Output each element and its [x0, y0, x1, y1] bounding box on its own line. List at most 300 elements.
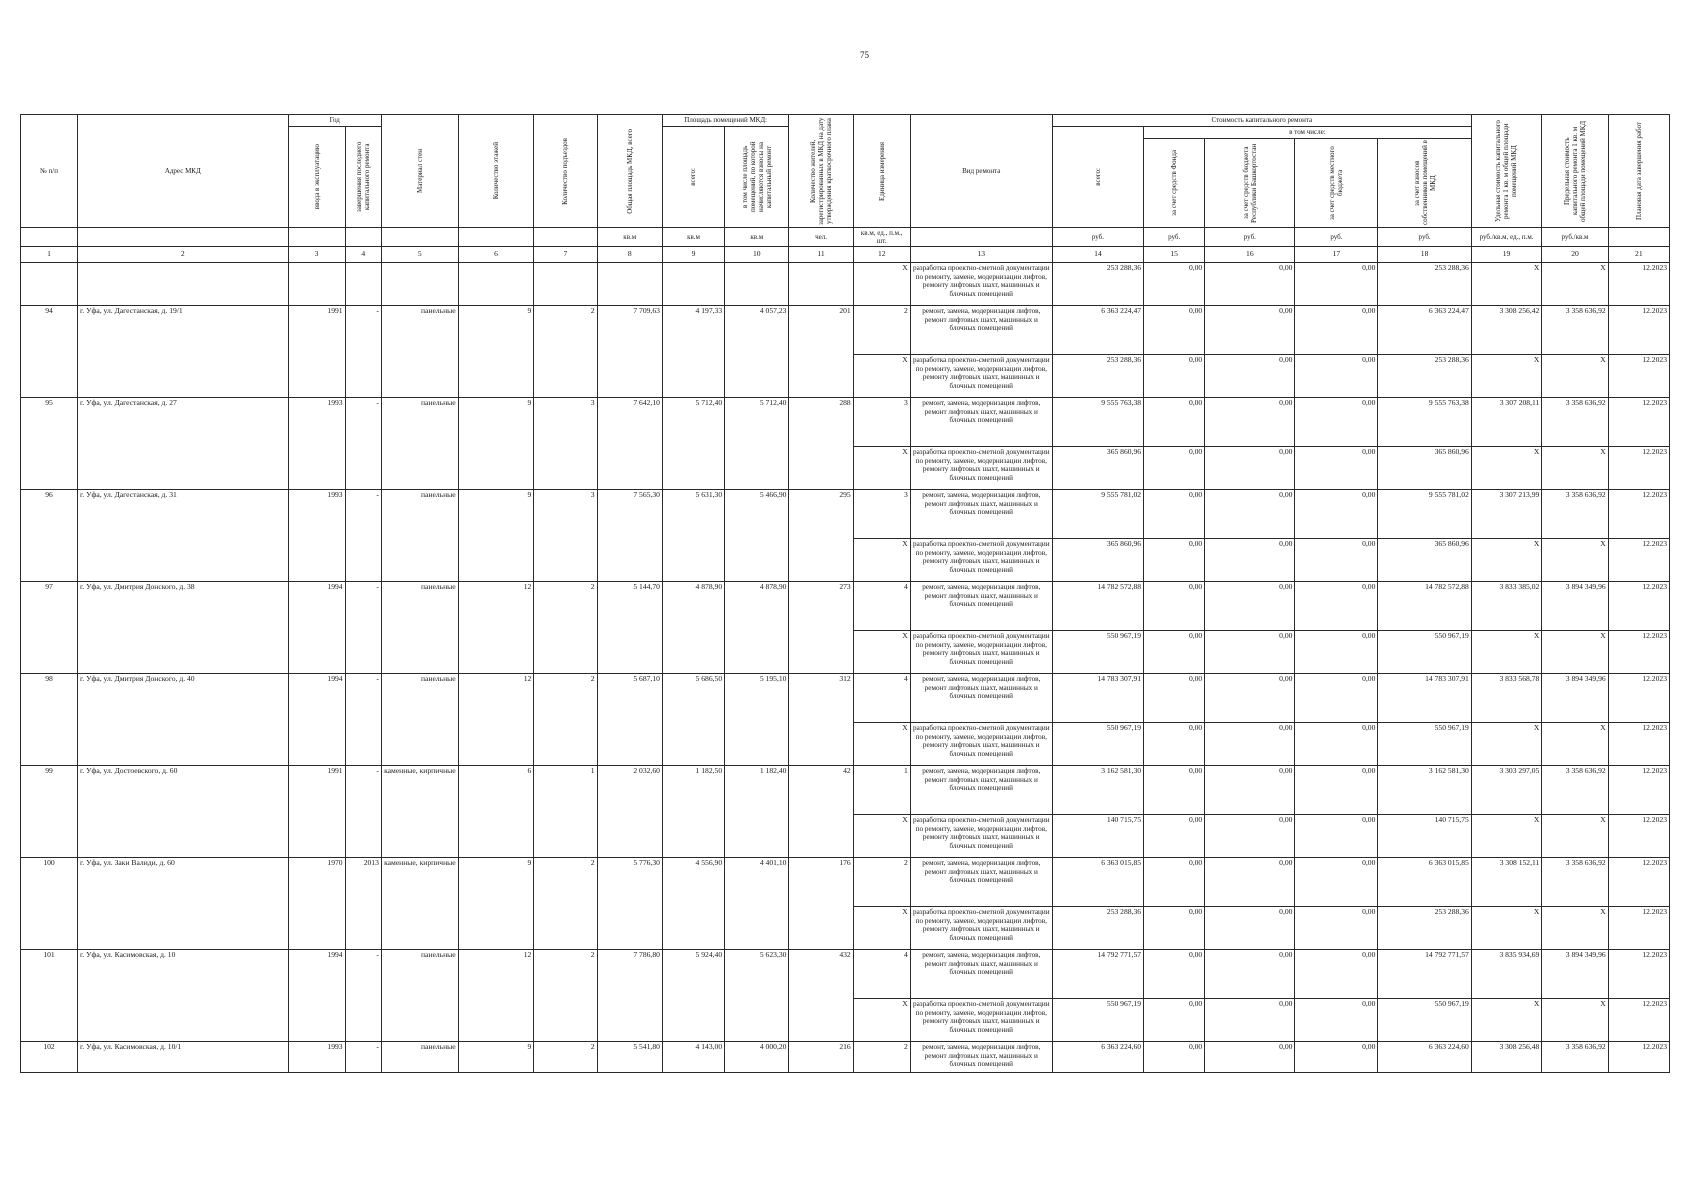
- unit-unit: кв.м, ед., п.м., шт.: [853, 228, 910, 247]
- hdr-cost-fund: за счет средств Фонда: [1144, 139, 1205, 228]
- cell-work-type: разработка проектно-сметной документации по ремонту, замене, модернизации лифтов, ремонту лифтовых шахт, машинных и блочных помещений: [910, 631, 1052, 674]
- cell-address: г. Уфа, ул. Дмитрия Донского, д. 38: [78, 582, 289, 674]
- cell-planned-date: 12.2023: [1608, 999, 1669, 1042]
- cell-unit: X: [853, 263, 910, 306]
- cell-max-cost: 3 894 349,96: [1542, 950, 1608, 999]
- cell-max-cost: 3 894 349,96: [1542, 674, 1608, 723]
- cell-cost-local: 0,00: [1295, 858, 1378, 907]
- cell-cost-owners: 14 792 771,57: [1378, 950, 1471, 999]
- cell-work-type: разработка проектно-сметной документации по ремонту, замене, модернизации лифтов, ремонту лифтовых шахт, машинных и блочных помещений: [910, 355, 1052, 398]
- cell-cost-republic: 0,00: [1205, 907, 1295, 950]
- cell-total-area: 7 565,30: [597, 490, 662, 582]
- cell-unit-cost: X: [1471, 907, 1542, 950]
- cell-cost-republic: 0,00: [1205, 582, 1295, 631]
- cell-cost-republic: 0,00: [1205, 858, 1295, 907]
- cell-entrances: 2: [534, 582, 597, 674]
- cell-cost-fund: 0,00: [1144, 631, 1205, 674]
- table-row: [21, 1042, 1670, 1073]
- cell-cost-fund: 0,00: [1144, 355, 1205, 398]
- cell-floors: 9: [458, 858, 534, 950]
- cell-wall-material: панельные: [381, 582, 458, 674]
- cell-cost-fund: 0,00: [1144, 1042, 1205, 1073]
- cell-cost-fund: 0,00: [1144, 582, 1205, 631]
- capital-repair-table: [20, 114, 1670, 1073]
- column-number: 11: [789, 247, 853, 263]
- cell-cost-republic: 0,00: [1205, 631, 1295, 674]
- cell-work-type: ремонт, замена, модернизация лифтов, ремонт лифтовых шахт, машинных и блочных помещений: [910, 582, 1052, 631]
- cell-cost-fund: 0,00: [1144, 539, 1205, 582]
- cell-unit-cost: 3 307 208,11: [1471, 398, 1542, 447]
- cell-area-all: 1 182,50: [662, 766, 724, 858]
- cell-area-all: 5 712,40: [662, 398, 724, 490]
- cell-max-cost: 3 358 636,92: [1542, 858, 1608, 907]
- hdr-planned-date: Плановая дата завершения работ: [1608, 115, 1669, 228]
- cell-cost-total: 9 555 781,02: [1052, 490, 1143, 539]
- cell-year-last-repair: -: [345, 398, 381, 490]
- cell-floors: 9: [458, 1042, 534, 1073]
- cell-max-cost: X: [1542, 815, 1608, 858]
- hdr-year-last-repair: завершения последнего капитального ремонта: [345, 127, 381, 228]
- hdr-residents: Количество жителей, зарегистрированных в МКД на дату утверждения краткосрочного плана: [789, 115, 853, 228]
- cell-address: г. Уфа, ул. Достоевского, д. 60: [78, 766, 289, 858]
- cell-cost-total: 365 860,96: [1052, 447, 1143, 490]
- cell-work-type: разработка проектно-сметной документации по ремонту, замене, модернизации лифтов, ремонту лифтовых шахт, машинных и блочных помещений: [910, 723, 1052, 766]
- unit-cost-total: руб.: [1052, 228, 1143, 247]
- cell-cost-owners: 253 288,36: [1378, 355, 1471, 398]
- cell-unit: 4: [853, 950, 910, 999]
- hdr-floors: Количество этажей: [458, 115, 534, 228]
- cell-max-cost: 3 358 636,92: [1542, 490, 1608, 539]
- cell-total-area: 7 709,63: [597, 306, 662, 398]
- hdr-area-all: всего:: [662, 127, 724, 228]
- cell-planned-date: 12.2023: [1608, 355, 1669, 398]
- hdr-cost-total: всего:: [1052, 127, 1143, 228]
- column-number: 17: [1295, 247, 1378, 263]
- cell-cost-total: 550 967,19: [1052, 999, 1143, 1042]
- table-row: [21, 766, 1670, 815]
- cell-total-area: 5 144,70: [597, 582, 662, 674]
- hdr-year: Год: [288, 115, 381, 127]
- cell-area-owned: 5 712,40: [725, 398, 789, 490]
- cell-unit: 2: [853, 1042, 910, 1073]
- table-row: [21, 398, 1670, 447]
- cell-unit-cost: X: [1471, 631, 1542, 674]
- cell-planned-date: 12.2023: [1608, 263, 1669, 306]
- cell-floors: 12: [458, 582, 534, 674]
- cell-address: г. Уфа, ул. Дагестанская, д. 27: [78, 398, 289, 490]
- cell-wall-material: каменные, кирпичные: [381, 766, 458, 858]
- cell-floors: 9: [458, 490, 534, 582]
- hdr-wall-material: Материал стен: [381, 115, 458, 228]
- column-number: 19: [1471, 247, 1542, 263]
- cell-year-commission: 1970: [288, 858, 345, 950]
- cell-cost-owners: 3 162 581,30: [1378, 766, 1471, 815]
- hdr-work-type: Вид ремонта: [910, 115, 1052, 228]
- cell-cost-total: 253 288,36: [1052, 355, 1143, 398]
- cell-planned-date: 12.2023: [1608, 723, 1669, 766]
- cell-max-cost: 3 894 349,96: [1542, 582, 1608, 631]
- cell-max-cost: X: [1542, 631, 1608, 674]
- cell-total-area: 2 032,60: [597, 766, 662, 858]
- cell-unit-cost: X: [1471, 723, 1542, 766]
- cell-cost-owners: 550 967,19: [1378, 723, 1471, 766]
- cell-work-type: ремонт, замена, модернизация лифтов, ремонт лифтовых шахт, машинных и блочных помещений: [910, 858, 1052, 907]
- cell-entrances: 2: [534, 674, 597, 766]
- cell-cost-total: 14 792 771,57: [1052, 950, 1143, 999]
- hdr-year-commission: ввода в эксплуатацию: [288, 127, 345, 228]
- cell-work-type: разработка проектно-сметной документации по ремонту, замене, модернизации лифтов, ремонту лифтовых шахт, машинных и блочных помещений: [910, 907, 1052, 950]
- cell-wall-material: панельные: [381, 398, 458, 490]
- cell-cost-local: 0,00: [1295, 766, 1378, 815]
- cell-cost-republic: 0,00: [1205, 674, 1295, 723]
- cell-planned-date: 12.2023: [1608, 950, 1669, 999]
- cell-unit: X: [853, 999, 910, 1042]
- cell-area-all: 5 686,50: [662, 674, 724, 766]
- cell-cost-total: 253 288,36: [1052, 263, 1143, 306]
- cell-unit-cost: 3 308 152,11: [1471, 858, 1542, 907]
- cell-cost-total: 365 860,96: [1052, 539, 1143, 582]
- cell-cost-republic: 0,00: [1205, 766, 1295, 815]
- table-header: [21, 115, 1670, 263]
- cell-entrances: 2: [534, 858, 597, 950]
- cell-year-last-repair: -: [345, 306, 381, 398]
- hdr-max-cost: Предельная стоимость капитального ремонта 1 кв. м общей площади помещений МКД: [1542, 115, 1608, 228]
- cell-unit: 4: [853, 674, 910, 723]
- hdr-premises-area: Площадь помещений МКД:: [662, 115, 789, 127]
- cell-entrances: 1: [534, 766, 597, 858]
- cell-unit: X: [853, 447, 910, 490]
- column-number: 12: [853, 247, 910, 263]
- cell-residents: 216: [789, 1042, 853, 1073]
- cell-entrances: 2: [534, 1042, 597, 1073]
- column-number: 16: [1205, 247, 1295, 263]
- cell-address: г. Уфа, ул. Дмитрия Донского, д. 40: [78, 674, 289, 766]
- cell-cost-republic: 0,00: [1205, 999, 1295, 1042]
- cell-cost-fund: 0,00: [1144, 490, 1205, 539]
- cell-cost-local: 0,00: [1295, 1042, 1378, 1073]
- column-number: 18: [1378, 247, 1471, 263]
- cell-unit-cost: X: [1471, 999, 1542, 1042]
- cell-num: 100: [21, 858, 78, 950]
- cell-cost-republic: 0,00: [1205, 723, 1295, 766]
- cell-unit: X: [853, 631, 910, 674]
- hdr-total-area: Общая площадь МКД, всего: [597, 115, 662, 228]
- unit-area-owned: кв.м: [725, 228, 789, 247]
- cell-cost-total: 6 363 224,60: [1052, 1042, 1143, 1073]
- cell-cost-fund: 0,00: [1144, 858, 1205, 907]
- cell-max-cost: X: [1542, 999, 1608, 1042]
- cell-floors: 9: [458, 306, 534, 398]
- cell-cost-republic: 0,00: [1205, 355, 1295, 398]
- unit-cost-republic: руб.: [1205, 228, 1295, 247]
- cell-area-owned: 5 195,10: [725, 674, 789, 766]
- column-number: 5: [381, 247, 458, 263]
- unit-unit-cost: руб./кв.м, ед., п.м.: [1471, 228, 1542, 247]
- hdr-area-owned: в том числе площадь помещений, по которой начисляются взносы на капитальный ремонт: [725, 127, 789, 228]
- unit-total-area: кв.м: [597, 228, 662, 247]
- cell-year-last-repair: -: [345, 766, 381, 858]
- cell-work-type: ремонт, замена, модернизация лифтов, ремонт лифтовых шахт, машинных и блочных помещений: [910, 490, 1052, 539]
- cell-residents: 432: [789, 950, 853, 1042]
- cell-max-cost: 3 358 636,92: [1542, 398, 1608, 447]
- cell-area-all: 4 143,00: [662, 1042, 724, 1073]
- cell-cost-republic: 0,00: [1205, 306, 1295, 355]
- cell-num: 102: [21, 1042, 78, 1073]
- unit-residents: чел.: [789, 228, 853, 247]
- cell-cost-local: 0,00: [1295, 723, 1378, 766]
- units-row: [21, 228, 1670, 247]
- cell-wall-material: каменные, кирпичные: [381, 858, 458, 950]
- hdr-address: Адрес МКД: [78, 115, 289, 228]
- cell-max-cost: 3 358 636,92: [1542, 1042, 1608, 1073]
- cell-cost-owners: 365 860,96: [1378, 447, 1471, 490]
- cell-cost-owners: 253 288,36: [1378, 263, 1471, 306]
- cell-area-owned: 5 466,90: [725, 490, 789, 582]
- hdr-unit: Единица измерения: [853, 115, 910, 228]
- cell-unit: X: [853, 539, 910, 582]
- cell-area-owned: 4 000,20: [725, 1042, 789, 1073]
- cell-residents: 273: [789, 582, 853, 674]
- table-body: [21, 263, 1670, 1073]
- cell-year-commission: 1991: [288, 306, 345, 398]
- cell-unit: X: [853, 815, 910, 858]
- hdr-cost: Стоимость капитального ремонта: [1052, 115, 1471, 127]
- column-number: 2: [78, 247, 289, 263]
- cell-area-owned: 4 878,90: [725, 582, 789, 674]
- cell-work-type: разработка проектно-сметной документации по ремонту, замене, модернизации лифтов, ремонту лифтовых шахт, машинных и блочных помещений: [910, 263, 1052, 306]
- column-number: 21: [1608, 247, 1669, 263]
- cell-cost-total: 14 782 572,88: [1052, 582, 1143, 631]
- cell-cost-republic: 0,00: [1205, 815, 1295, 858]
- table-row: [21, 674, 1670, 723]
- cell-cost-total: 3 162 581,30: [1052, 766, 1143, 815]
- cell-area-owned: 5 623,30: [725, 950, 789, 1042]
- hdr-num: № п/п: [21, 115, 78, 228]
- table-row: [21, 490, 1670, 539]
- cell-cost-owners: 253 288,36: [1378, 907, 1471, 950]
- cell-address: г. Уфа, ул. Касимовская, д. 10: [78, 950, 289, 1042]
- hdr-cost-incl: в том числе:: [1144, 127, 1472, 139]
- cell-cost-owners: 550 967,19: [1378, 999, 1471, 1042]
- cell-unit-cost: 3 308 256,48: [1471, 1042, 1542, 1073]
- cell-cost-local: 0,00: [1295, 950, 1378, 999]
- cell-unit: 2: [853, 306, 910, 355]
- cell-unit-cost: X: [1471, 539, 1542, 582]
- unit-cost-local: руб.: [1295, 228, 1378, 247]
- cell-planned-date: 12.2023: [1608, 1042, 1669, 1073]
- cell-work-type: ремонт, замена, модернизация лифтов, ремонт лифтовых шахт, машинных и блочных помещений: [910, 950, 1052, 999]
- cell-entrances: 2: [534, 306, 597, 398]
- cell-cost-local: 0,00: [1295, 907, 1378, 950]
- cell-residents: 312: [789, 674, 853, 766]
- carry-over-row: [21, 263, 1670, 306]
- cell-unit: X: [853, 907, 910, 950]
- cell-address: г. Уфа, ул. Дагестанская, д. 31: [78, 490, 289, 582]
- column-numbers-row: [21, 247, 1670, 263]
- cell-cost-republic: 0,00: [1205, 447, 1295, 490]
- cell-wall-material: панельные: [381, 950, 458, 1042]
- cell-planned-date: 12.2023: [1608, 815, 1669, 858]
- cell-cost-local: 0,00: [1295, 999, 1378, 1042]
- cell-cost-owners: 6 363 224,60: [1378, 1042, 1471, 1073]
- cell-cost-owners: 550 967,19: [1378, 631, 1471, 674]
- cell-cost-fund: 0,00: [1144, 263, 1205, 306]
- cell-cost-republic: 0,00: [1205, 1042, 1295, 1073]
- cell-cost-owners: 6 363 224,47: [1378, 306, 1471, 355]
- cell-unit-cost: X: [1471, 447, 1542, 490]
- cell-cost-local: 0,00: [1295, 539, 1378, 582]
- unit-cost-fund: руб.: [1144, 228, 1205, 247]
- cell-cost-local: 0,00: [1295, 355, 1378, 398]
- cell-total-area: 5 541,80: [597, 1042, 662, 1073]
- cell-year-commission: 1994: [288, 674, 345, 766]
- cell-cost-total: 6 363 015,85: [1052, 858, 1143, 907]
- cell-planned-date: 12.2023: [1608, 398, 1669, 447]
- cell-work-type: ремонт, замена, модернизация лифтов, ремонт лифтовых шахт, машинных и блочных помещений: [910, 674, 1052, 723]
- cell-total-area: 5 687,10: [597, 674, 662, 766]
- cell-unit-cost: 3 303 297,05: [1471, 766, 1542, 815]
- cell-cost-local: 0,00: [1295, 306, 1378, 355]
- cell-residents: 176: [789, 858, 853, 950]
- cell-area-all: 5 631,30: [662, 490, 724, 582]
- hdr-cost-local: за счет средств местного бюджета: [1295, 139, 1378, 228]
- cell-cost-local: 0,00: [1295, 674, 1378, 723]
- cell-cost-total: 14 783 307,91: [1052, 674, 1143, 723]
- cell-cost-republic: 0,00: [1205, 539, 1295, 582]
- cell-wall-material: панельные: [381, 490, 458, 582]
- cell-entrances: 3: [534, 490, 597, 582]
- cell-area-all: 4 556,90: [662, 858, 724, 950]
- column-number: 15: [1144, 247, 1205, 263]
- cell-max-cost: X: [1542, 447, 1608, 490]
- column-number: 20: [1542, 247, 1608, 263]
- cell-cost-total: 140 715,75: [1052, 815, 1143, 858]
- cell-max-cost: X: [1542, 355, 1608, 398]
- cell-residents: 201: [789, 306, 853, 398]
- cell-cost-local: 0,00: [1295, 447, 1378, 490]
- hdr-cost-owners: за счет взносов собственников помещений в МКД: [1378, 139, 1471, 228]
- cell-unit: 1: [853, 766, 910, 815]
- cell-year-last-repair: -: [345, 582, 381, 674]
- cell-num: 98: [21, 674, 78, 766]
- hdr-entrances: Количество подъездов: [534, 115, 597, 228]
- cell-cost-owners: 9 555 781,02: [1378, 490, 1471, 539]
- table-row: [21, 582, 1670, 631]
- cell-unit-cost: X: [1471, 263, 1542, 306]
- cell-residents: 295: [789, 490, 853, 582]
- cell-num: 96: [21, 490, 78, 582]
- cell-cost-fund: 0,00: [1144, 447, 1205, 490]
- cell-planned-date: 12.2023: [1608, 674, 1669, 723]
- cell-entrances: 3: [534, 398, 597, 490]
- cell-work-type: разработка проектно-сметной документации по ремонту, замене, модернизации лифтов, ремонту лифтовых шахт, машинных и блочных помещений: [910, 447, 1052, 490]
- column-number: 4: [345, 247, 381, 263]
- cell-max-cost: X: [1542, 907, 1608, 950]
- column-number: 13: [910, 247, 1052, 263]
- cell-year-commission: 1993: [288, 490, 345, 582]
- cell-year-commission: 1994: [288, 582, 345, 674]
- cell-work-type: ремонт, замена, модернизация лифтов, ремонт лифтовых шахт, машинных и блочных помещений: [910, 306, 1052, 355]
- cell-max-cost: X: [1542, 723, 1608, 766]
- cell-total-area: 7 786,80: [597, 950, 662, 1042]
- cell-cost-fund: 0,00: [1144, 306, 1205, 355]
- cell-cost-local: 0,00: [1295, 398, 1378, 447]
- column-number: 14: [1052, 247, 1143, 263]
- cell-total-area: 7 642,10: [597, 398, 662, 490]
- cell-year-last-repair: -: [345, 490, 381, 582]
- cell-year-commission: 1993: [288, 398, 345, 490]
- unit-max-cost: руб./кв.м: [1542, 228, 1608, 247]
- cell-planned-date: 12.2023: [1608, 490, 1669, 539]
- cell-cost-local: 0,00: [1295, 815, 1378, 858]
- cell-area-all: 4 197,33: [662, 306, 724, 398]
- cell-unit-cost: 3 835 934,69: [1471, 950, 1542, 999]
- cell-cost-owners: 140 715,75: [1378, 815, 1471, 858]
- cell-max-cost: 3 358 636,92: [1542, 306, 1608, 355]
- cell-wall-material: панельные: [381, 306, 458, 398]
- column-number: 7: [534, 247, 597, 263]
- cell-entrances: 2: [534, 950, 597, 1042]
- cell-cost-total: 6 363 224,47: [1052, 306, 1143, 355]
- cell-year-commission: 1991: [288, 766, 345, 858]
- cell-cost-total: 9 555 763,38: [1052, 398, 1143, 447]
- cell-cost-local: 0,00: [1295, 490, 1378, 539]
- cell-floors: 12: [458, 950, 534, 1042]
- cell-work-type: ремонт, замена, модернизация лифтов, ремонт лифтовых шахт, машинных и блочных помещений: [910, 766, 1052, 815]
- cell-max-cost: X: [1542, 263, 1608, 306]
- cell-num: 99: [21, 766, 78, 858]
- cell-address: г. Уфа, ул. Заки Валиди, д. 60: [78, 858, 289, 950]
- cell-year-last-repair: -: [345, 950, 381, 1042]
- table-row: [21, 858, 1670, 907]
- cell-cost-republic: 0,00: [1205, 490, 1295, 539]
- cell-cost-total: 550 967,19: [1052, 723, 1143, 766]
- cell-planned-date: 12.2023: [1608, 306, 1669, 355]
- cell-cost-fund: 0,00: [1144, 766, 1205, 815]
- cell-cost-total: 550 967,19: [1052, 631, 1143, 674]
- cell-unit-cost: X: [1471, 815, 1542, 858]
- cell-planned-date: 12.2023: [1608, 858, 1669, 907]
- cell-area-owned: 4 401,10: [725, 858, 789, 950]
- cell-area-all: 4 878,90: [662, 582, 724, 674]
- cell-cost-republic: 0,00: [1205, 263, 1295, 306]
- cell-unit: 4: [853, 582, 910, 631]
- cell-area-all: 5 924,40: [662, 950, 724, 1042]
- cell-work-type: разработка проектно-сметной документации по ремонту, замене, модернизации лифтов, ремонту лифтовых шахт, машинных и блочных помещений: [910, 539, 1052, 582]
- cell-cost-owners: 365 860,96: [1378, 539, 1471, 582]
- cell-cost-fund: 0,00: [1144, 815, 1205, 858]
- cell-unit-cost: 3 833 385,02: [1471, 582, 1542, 631]
- table-row: [21, 950, 1670, 999]
- cell-year-last-repair: -: [345, 1042, 381, 1073]
- column-number: 3: [288, 247, 345, 263]
- cell-work-type: разработка проектно-сметной документации по ремонту, замене, модернизации лифтов, ремонту лифтовых шахт, машинных и блочных помещений: [910, 999, 1052, 1042]
- cell-unit-cost: 3 307 213,99: [1471, 490, 1542, 539]
- cell-unit: X: [853, 723, 910, 766]
- cell-unit-cost: 3 833 568,78: [1471, 674, 1542, 723]
- unit-area-all: кв.м: [662, 228, 724, 247]
- cell-cost-republic: 0,00: [1205, 398, 1295, 447]
- cell-cost-fund: 0,00: [1144, 999, 1205, 1042]
- unit-cost-owners: руб.: [1378, 228, 1471, 247]
- cell-floors: 9: [458, 398, 534, 490]
- cell-wall-material: панельные: [381, 674, 458, 766]
- cell-residents: 42: [789, 766, 853, 858]
- cell-planned-date: 12.2023: [1608, 539, 1669, 582]
- cell-total-area: 5 776,30: [597, 858, 662, 950]
- cell-cost-fund: 0,00: [1144, 723, 1205, 766]
- cell-unit: X: [853, 355, 910, 398]
